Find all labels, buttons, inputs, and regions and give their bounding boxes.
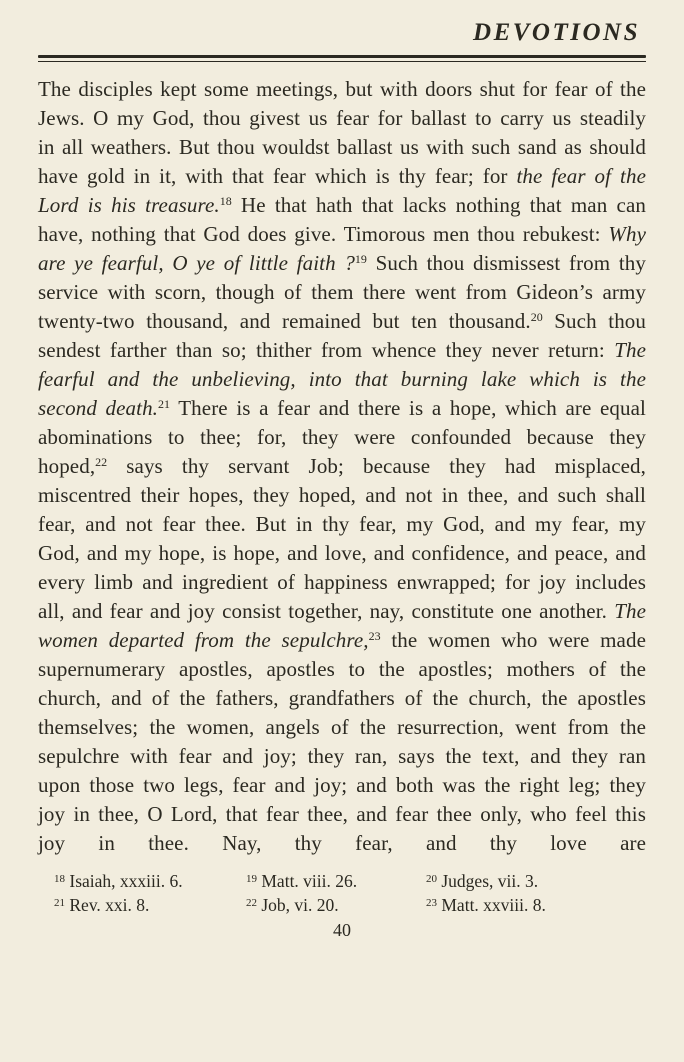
footnote-ref: 21 — [158, 397, 171, 411]
quotation-italic-run: the fear of the Lord is his treasure. — [38, 164, 646, 217]
body-text-run: Such thou sendest farther than so; thither from whence they never return: — [38, 309, 646, 362]
footnote-item: $^{23}$ Matt. xxviii. 8. — [426, 895, 546, 915]
quotation-italic-run: The women departed from the sepulchre, — [38, 599, 646, 652]
quotation-italic-run: The fearful and the unbelieving, into that burning lake which is the second death. — [38, 338, 646, 420]
footnote-item: $^{18}$ Isaiah, xxxiii. 6. — [54, 871, 183, 891]
footnote-ref: 18 — [219, 194, 232, 208]
page-number: 40 — [333, 920, 351, 940]
body-text-run: He that hath that lacks nothing that man can have, nothing that God does give. Timorous men thou rebukest: — [38, 193, 646, 246]
footnote-item: $^{22}$ Job, vi. 20. — [246, 895, 339, 915]
body-text-run: says thy servant Job; because they had misplaced, miscentred their hopes, they hoped, and not in thee, and such shall fear, and not fear thee. But in thy fear, my God, and my fear, my God, and my hope, is hope, and love, and confidence, and peace, and every limb and ingredient of happiness enwrapped; for joy includes all, and fear and joy consist together, nay, constitute one another. — [38, 454, 646, 623]
footnote-ref: 22 — [95, 455, 108, 469]
footnote-marker: 19 — [246, 873, 257, 885]
header-rule-thin — [38, 61, 646, 62]
footnote-marker: 21 — [54, 897, 65, 909]
footnote-ref: 19 — [354, 252, 367, 266]
body-text-run: There is a fear and there is a hope, which are equal abominations to thee; for, they were confounded because they hoped, — [38, 396, 646, 478]
body-text-run: the women who were made supernumerary apostles, apostles to the apostles; mothers of the church, and of the fathers, grandfathers of the church, the apostles themselves; the women, angels of the resurrection, went from the sepulchre with fear and joy; they ran, says the text, and they ran upon those two legs, fear and joy; and both was the right leg; they joy in thee, O Lord, that fear thee, and fear thee only, who feel this joy in thee. Nay, thy fear, and thy love are — [38, 628, 646, 855]
footnote-marker: 18 — [54, 873, 65, 885]
footnote-marker: 23 — [426, 897, 437, 909]
footnote-item: $^{21}$ Rev. xxi. 8. — [54, 895, 150, 915]
page-footer — [38, 869, 646, 942]
footnote-ref: 20 — [530, 310, 543, 324]
footnote-marker: 20 — [426, 873, 437, 885]
quotation-italic-run: Why are ye fearful, O ye of little faith ? — [38, 222, 646, 275]
footnote-marker: 22 — [246, 897, 257, 909]
body-text-block — [38, 75, 646, 858]
footnotes — [38, 869, 646, 917]
page-header-title: DEVOTIONS — [473, 19, 640, 46]
running-head — [38, 16, 646, 50]
body-text-run: The disciples kept some meetings, but with doors shut for fear of the Jews. O my God, thou givest us fear for ballast to carry us steadily in all weathers. But thou wouldst ballast us with such sand as should have gold in it, with that fear which is thy fear; for — [38, 77, 646, 188]
footnote-ref: 23 — [368, 629, 381, 643]
footnote-item: $^{20}$ Judges, vii. 3. — [426, 871, 539, 891]
footnote-item: $^{19}$ Matt. viii. 26. — [246, 871, 358, 891]
header-rule-thick — [38, 55, 646, 58]
body-text-run: Such thou dismissest from thy service with scorn, though of them there went from Gideon’s army twenty-two thousand, and remained but ten thousand. — [38, 251, 646, 333]
paragraph — [38, 75, 646, 858]
